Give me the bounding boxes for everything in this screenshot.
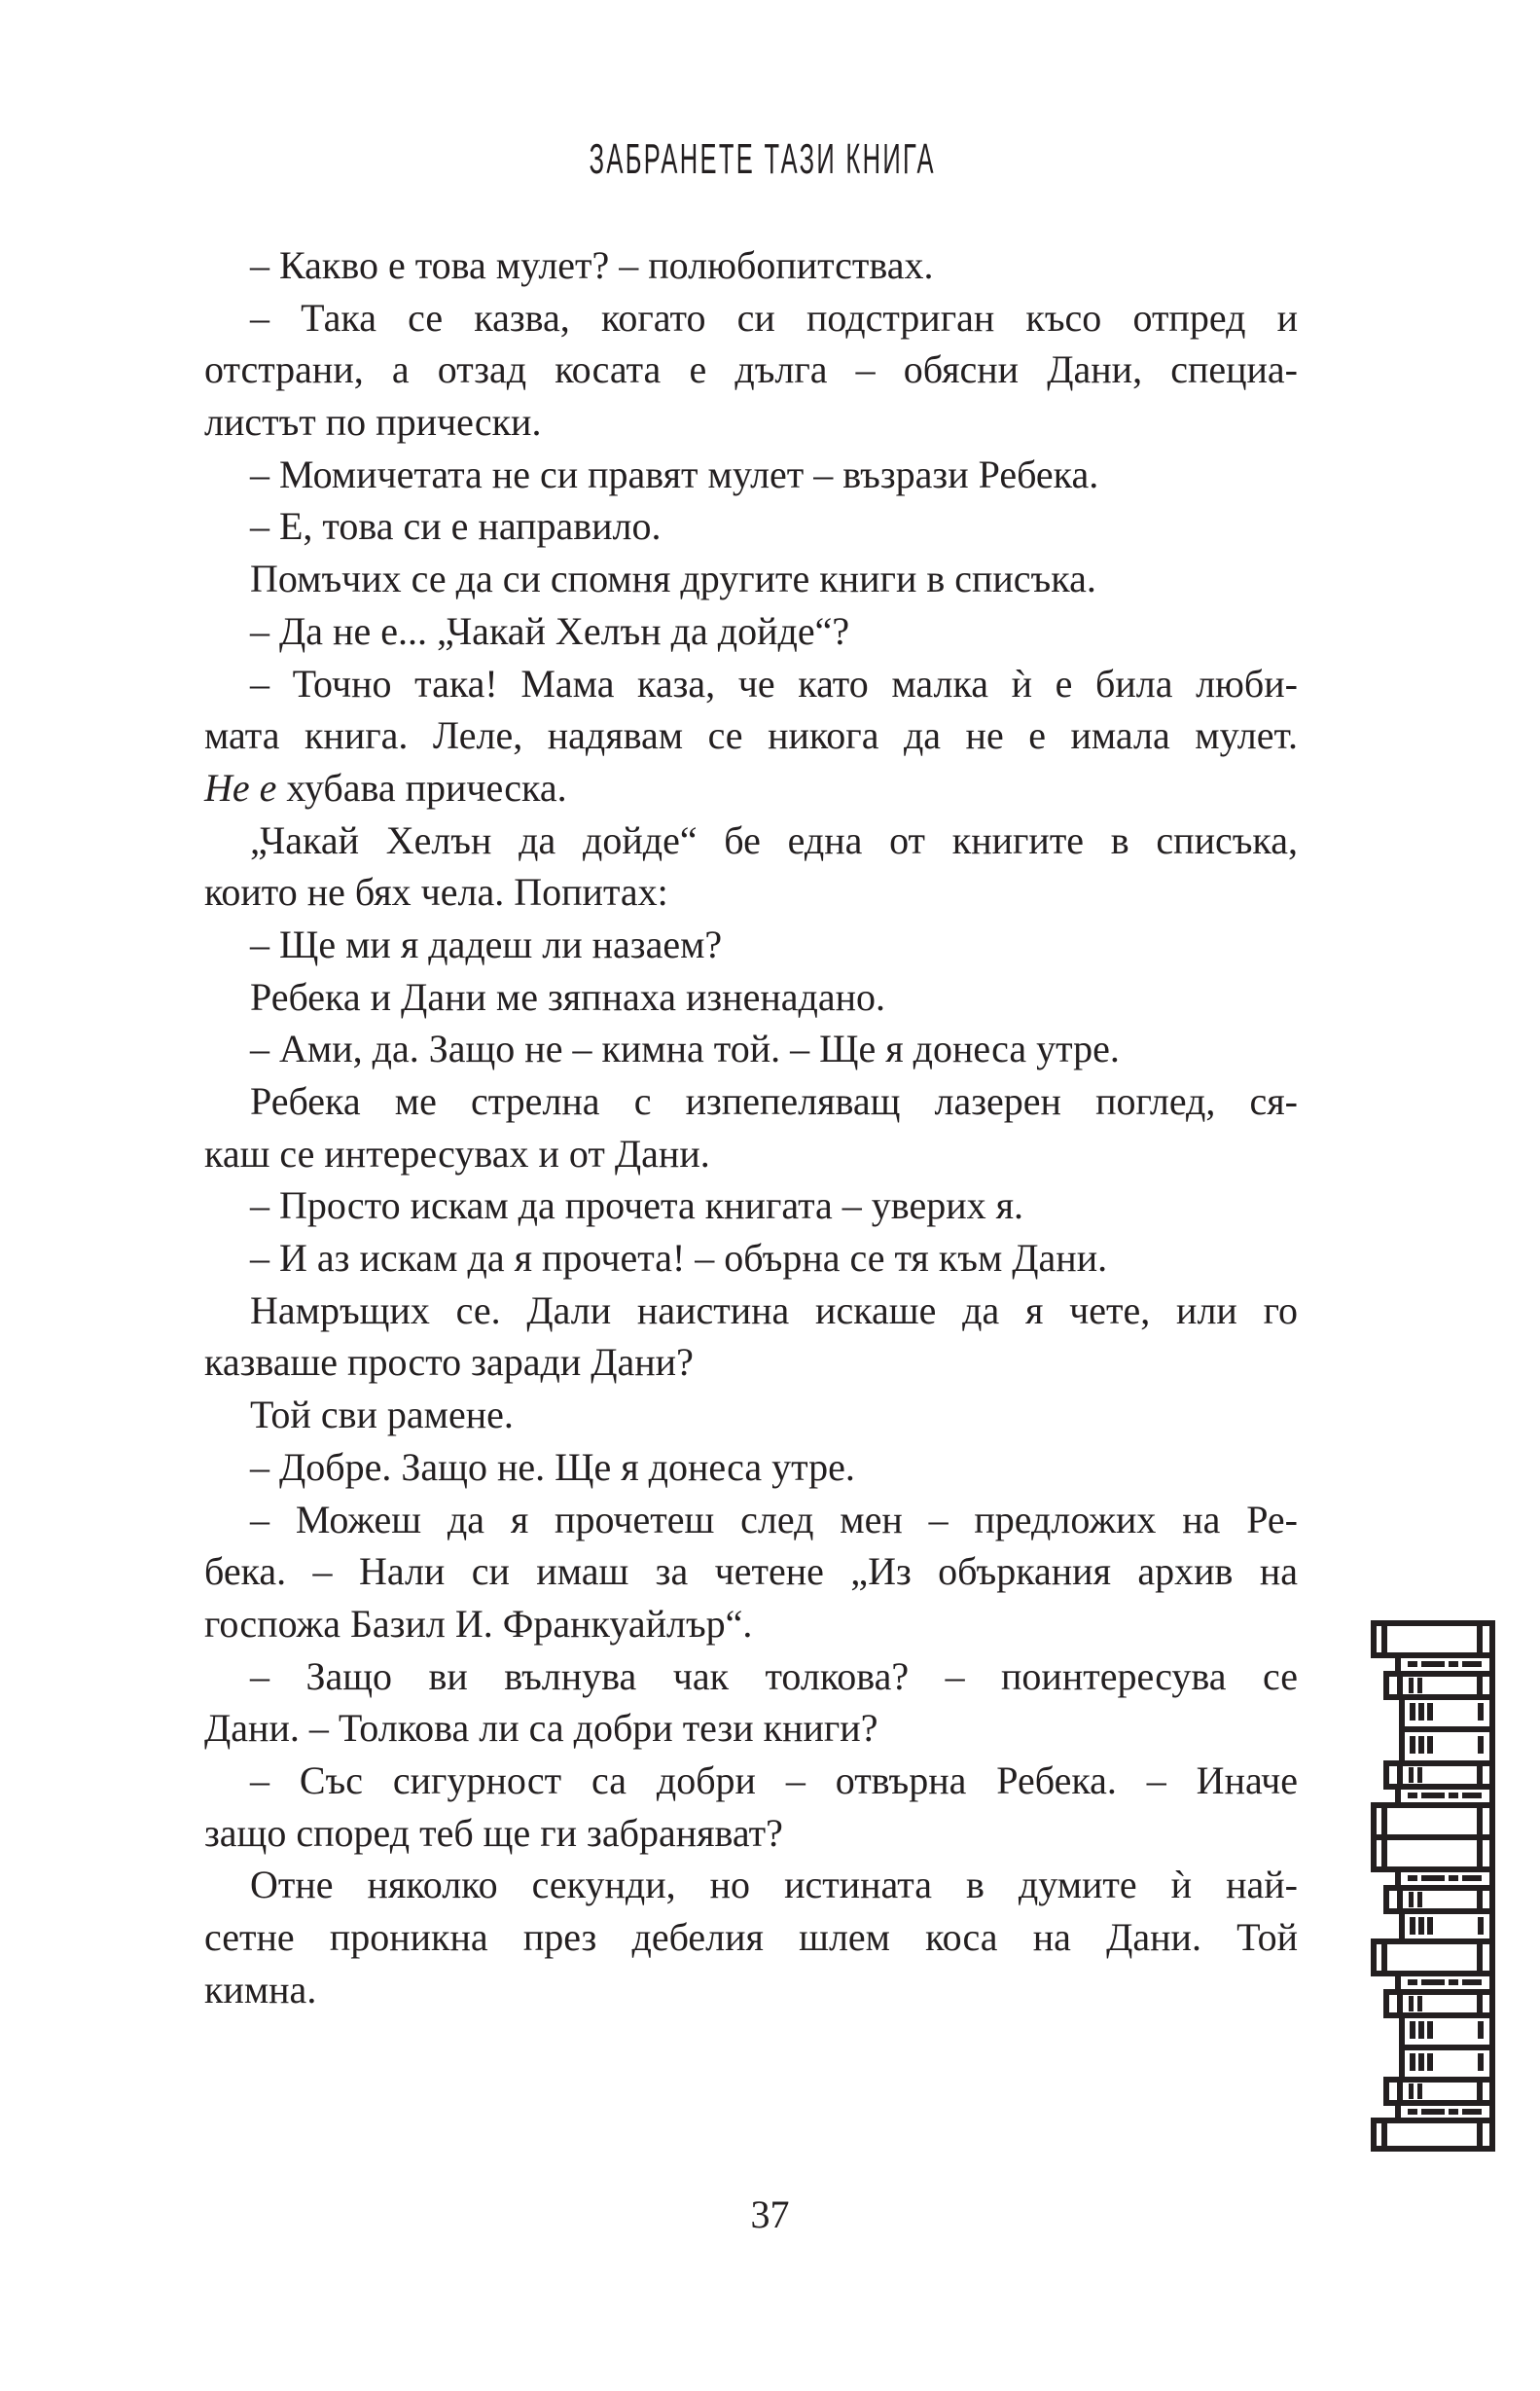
text-line: Той сви рамене. xyxy=(250,1393,514,1437)
text-line: – Можеш да я прочетеш след мен – предложих на Ре- xyxy=(250,1497,1298,1541)
text-line: кимна. xyxy=(204,1967,317,2011)
text-line: Намръщих се. Дали наистина искаше да я чете, или го xyxy=(250,1287,1298,1332)
text-line: мата книга. Леле, надявам се никога да не е имала мулет. xyxy=(204,713,1298,758)
paragraph xyxy=(204,1389,1298,1441)
paragraph xyxy=(204,1859,1298,2015)
text-line: – Е, това си е направило. xyxy=(250,504,662,549)
paragraph xyxy=(204,1023,1298,1075)
body-text xyxy=(204,239,1298,2015)
text-line: Помъчих се да си спомня другите книги в списъка. xyxy=(250,557,1096,601)
running-head: ЗАБРАНЕТЕ ТАЗИ КНИГА xyxy=(589,135,936,183)
text-line: отстрани, а отзад косата е дълга – обясни Дани, специа- xyxy=(204,347,1298,392)
text-line: госпожа Базил И. Франкуайлър“. xyxy=(204,1601,753,1646)
text-line: – Ще ми я дадеш ли назаем? xyxy=(250,922,723,966)
paragraph xyxy=(204,971,1298,1024)
text-line: – И аз искам да я прочета! – обърна се тя към Дани. xyxy=(250,1236,1108,1281)
paragraph xyxy=(204,1650,1298,1755)
text-line: – Ами, да. Защо не – кимна той. – Ще я донеса утре. xyxy=(250,1027,1120,1071)
paragraph xyxy=(204,292,1298,449)
text-line: – Просто искам да прочета книгата – уверих я. xyxy=(250,1183,1024,1228)
text-line: каш се интересувах и от Дани. xyxy=(204,1131,710,1176)
paragraph xyxy=(204,605,1298,658)
paragraph xyxy=(204,919,1298,971)
text-line: – Какво е това мулет? – полюбопитствах. xyxy=(250,243,934,287)
paragraph xyxy=(204,1075,1298,1179)
paragraph xyxy=(204,1755,1298,1859)
text-line: – Момичетата не си правят мулет – възрази Ребека. xyxy=(250,452,1099,496)
text-line: листът по прически. xyxy=(204,400,542,445)
text-line: които не бях чела. Попитах: xyxy=(204,870,668,915)
text-line: казваше просто заради Дани? xyxy=(204,1340,694,1385)
text-line: – Защо ви вълнува чак толкова? – поинтересува се xyxy=(250,1653,1298,1698)
text-line: – Точно така! Мама каза, че като малка ѝ е била люби- xyxy=(250,661,1298,706)
paragraph xyxy=(204,239,1298,292)
text-line: „Чакай Хелън да дойде“ бе една от книгите в списъка, xyxy=(250,817,1298,862)
text-line: защо според теб ще ги забраняват? xyxy=(204,1810,783,1855)
paragraph xyxy=(204,1232,1298,1285)
text-line: Ребека и Дани ме зяпнаха изненадано. xyxy=(250,974,885,1019)
paragraph xyxy=(204,658,1298,815)
paragraph xyxy=(204,449,1298,501)
text-line xyxy=(204,762,1298,815)
text-line: – Със сигурност са добри – отвърна Ребека. – Иначе xyxy=(250,1757,1298,1802)
paragraph xyxy=(204,815,1298,919)
text-line: Дани. – Толкова ли са добри тези книги? xyxy=(204,1706,878,1751)
text-line: Отне няколко секунди, но истината в думите ѝ най- xyxy=(250,1863,1298,1907)
emphasis-text: Не е xyxy=(204,765,277,810)
text-line: бека. – Нали си имаш за четене „Из объркания архив на xyxy=(204,1549,1298,1594)
paragraph xyxy=(204,500,1298,553)
text-line: – Така се казва, когато си подстриган късо отпред и xyxy=(250,295,1298,340)
paragraph xyxy=(204,553,1298,605)
text-fragment: хубава прическа. xyxy=(276,765,567,810)
text-line: – Добре. Защо не. Ще я донеса утре. xyxy=(250,1444,855,1489)
paragraph xyxy=(204,1179,1298,1232)
page-number: 37 xyxy=(750,2192,790,2236)
text-line: – Да не е... „Чакай Хелън да дойде“? xyxy=(250,608,850,653)
paragraph xyxy=(204,1494,1298,1650)
paragraph xyxy=(204,1285,1298,1389)
paragraph xyxy=(204,1441,1298,1494)
text-line: Ребека ме стрелна с изпепеляващ лазерен поглед, ся- xyxy=(250,1079,1298,1123)
book-stack-icon xyxy=(1371,1620,1495,2152)
text-line: сетне проникна през дебелия шлем коса на Дани. Той xyxy=(204,1915,1298,1959)
